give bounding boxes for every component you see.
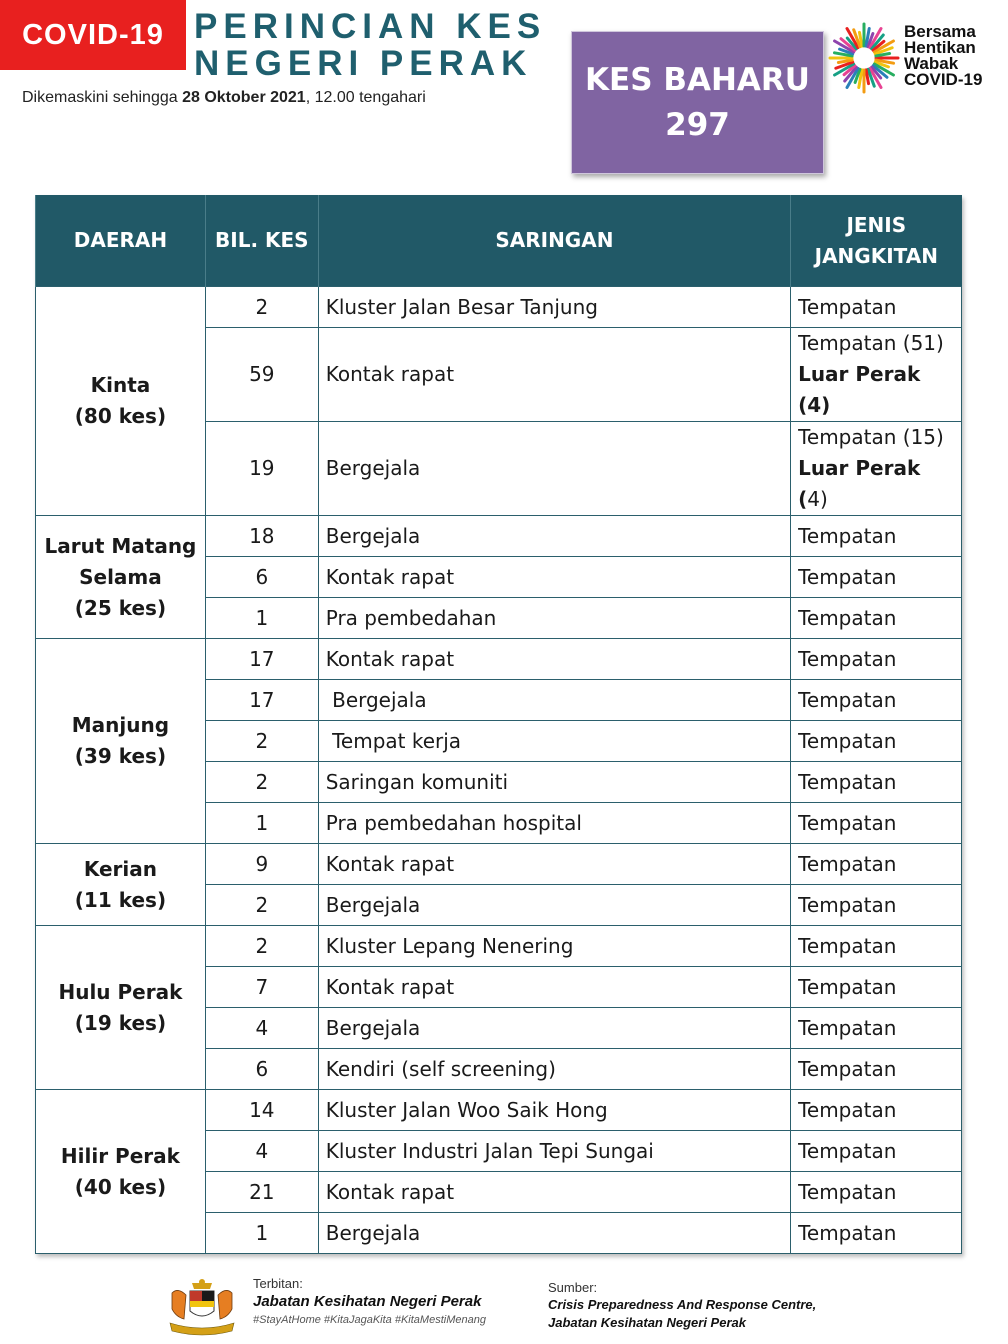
campaign-line-2: Hentikan (904, 38, 976, 57)
infection-type: Tempatan (791, 1131, 962, 1172)
screening-type: Pra pembedahan hospital (318, 803, 790, 844)
screening-type: Kontak rapat (318, 844, 790, 885)
source-block (548, 1280, 816, 1331)
table-row (36, 639, 962, 680)
infection-type: Tempatan (791, 1049, 962, 1090)
infection-type: Tempatan (791, 516, 962, 557)
infection-outside-count: 4 (807, 393, 822, 417)
district-count: (19 kes) (74, 1010, 167, 1035)
district-cell (36, 516, 206, 639)
source-line-2: Jabatan Kesihatan Negeri Perak (548, 1315, 746, 1330)
updated-suffix: , 12.00 tengahari (305, 89, 426, 106)
district-name: Kerian (83, 856, 158, 881)
updated-timestamp (22, 89, 426, 107)
infection-outside-close: ) (821, 393, 831, 417)
hashtags: #StayAtHome #KitaJagaKita #KitaMestiMenang (253, 1314, 486, 1326)
district-count: (40 kes) (74, 1174, 167, 1199)
new-cases-label: KES BAHARU (585, 61, 810, 98)
district-cell (36, 287, 206, 516)
campaign-logo (826, 18, 998, 102)
infection-type: Tempatan (791, 1008, 962, 1049)
case-count: 59 (205, 328, 318, 422)
district-name: Larut Matang (44, 533, 197, 558)
screening-type: Tempat kerja (318, 721, 790, 762)
district-name: Kinta (90, 373, 151, 397)
district-cell (36, 1090, 206, 1254)
title-line-2: NEGERI PERAK (194, 44, 533, 83)
new-cases-box (571, 31, 824, 174)
campaign-line-1: Bersama (904, 22, 976, 41)
header-jenis-line-2: JANGKITAN (814, 243, 938, 268)
case-count: 7 (205, 967, 318, 1008)
screening-type: Saringan komuniti (318, 762, 790, 803)
case-count: 4 (205, 1008, 318, 1049)
screening-type: Bergejala (318, 1213, 790, 1254)
updated-date: 28 Oktober 2021 (182, 89, 306, 106)
sunburst-icon (826, 18, 902, 98)
source-label: Sumber: (548, 1280, 598, 1295)
infection-type: Tempatan (791, 967, 962, 1008)
screening-type: Kluster Industri Jalan Tepi Sungai (318, 1131, 790, 1172)
case-count: 2 (205, 287, 318, 328)
case-count: 2 (205, 885, 318, 926)
case-count: 6 (205, 557, 318, 598)
district-cell (36, 639, 206, 844)
case-count: 6 (205, 1049, 318, 1090)
case-count: 2 (205, 721, 318, 762)
header-daerah: DAERAH (36, 195, 206, 287)
district-name: Hilir Perak (60, 1143, 180, 1168)
screening-type: Kontak rapat (318, 967, 790, 1008)
publisher-block (253, 1276, 486, 1326)
screening-type: Kontak rapat (318, 639, 790, 680)
screening-type: Kluster Jalan Besar Tanjung (318, 287, 790, 328)
case-count: 19 (205, 422, 318, 516)
campaign-text (904, 24, 982, 88)
screening-type: Kontak rapat (318, 328, 790, 422)
infection-type: Tempatan (791, 680, 962, 721)
case-count: 17 (205, 639, 318, 680)
case-count: 1 (205, 803, 318, 844)
state-crest-icon (162, 1279, 242, 1339)
district-name: Hulu Perak (58, 979, 183, 1004)
publisher-name: Jabatan Kesihatan Negeri Perak (253, 1293, 482, 1310)
covid-badge: COVID-19 (0, 0, 186, 70)
infection-outside-label: Luar Perak ( (798, 362, 921, 417)
header-bil-kes: BIL. KES (205, 195, 318, 287)
table-row (36, 926, 962, 967)
case-count: 21 (205, 1172, 318, 1213)
header-jenis-line-1: JENIS (846, 212, 907, 237)
infection-type: Tempatan (791, 557, 962, 598)
case-count: 14 (205, 1090, 318, 1131)
infection-type: Tempatan (791, 721, 962, 762)
screening-type: Bergejala (318, 885, 790, 926)
table-row (36, 287, 962, 328)
case-count: 1 (205, 598, 318, 639)
updated-prefix: Dikemaskini sehingga (22, 89, 183, 106)
district-cell (36, 926, 206, 1090)
screening-type: Kendiri (self screening) (318, 1049, 790, 1090)
screening-type: Pra pembedahan (318, 598, 790, 639)
source-line-1: Crisis Preparedness And Response Centre, (548, 1297, 817, 1312)
infection-type: Tempatan (791, 926, 962, 967)
screening-type: Kontak rapat (318, 1172, 790, 1213)
new-cases-value: 297 (665, 106, 730, 143)
screening-type: Bergejala (318, 680, 790, 721)
district-count: (11 kes) (74, 887, 167, 912)
case-count: 17 (205, 680, 318, 721)
infection-outside-close: ) (819, 487, 828, 511)
title-line-1: PERINCIAN KES (194, 7, 547, 46)
case-count: 18 (205, 516, 318, 557)
screening-type: Kluster Lepang Nenering (318, 926, 790, 967)
district-name: Manjung (71, 713, 170, 737)
district-cell (36, 844, 206, 926)
infection-type: Tempatan (791, 844, 962, 885)
case-count: 1 (205, 1213, 318, 1254)
infection-type: Tempatan (791, 1213, 962, 1254)
infection-type: Tempatan (791, 287, 962, 328)
case-count: 2 (205, 762, 318, 803)
publisher-label: Terbitan: (253, 1276, 303, 1291)
screening-type: Kontak rapat (318, 557, 790, 598)
screening-type: Bergejala (318, 422, 790, 516)
infection-outside-label: Luar Perak ( (798, 456, 921, 511)
page-title (194, 8, 546, 82)
header-jenis-jangkitan (791, 195, 962, 287)
infection-type: Tempatan (791, 598, 962, 639)
table-row (36, 516, 962, 557)
infection-local: Tempatan (51) (798, 331, 944, 355)
header-saringan: SARINGAN (318, 195, 790, 287)
case-count: 4 (205, 1131, 318, 1172)
district-count: (25 kes) (74, 595, 167, 620)
infection-type: Tempatan (791, 639, 962, 680)
screening-type: Kluster Jalan Woo Saik Hong (318, 1090, 790, 1131)
table-row (36, 844, 962, 885)
district-count: (80 kes) (74, 404, 167, 428)
table-row (36, 1090, 962, 1131)
infection-type: Tempatan (791, 803, 962, 844)
infection-local: Tempatan (15) (798, 425, 944, 449)
campaign-line-4: COVID-19 (904, 70, 983, 89)
district-name-2: Selama (79, 564, 162, 589)
screening-type: Bergejala (318, 516, 790, 557)
infection-type: Tempatan (791, 762, 962, 803)
infection-outside-count: 4 (807, 487, 820, 511)
case-table (35, 195, 962, 1254)
campaign-line-3: Wabak (904, 54, 959, 73)
infection-type (791, 422, 962, 516)
case-count: 9 (205, 844, 318, 885)
infection-type: Tempatan (791, 885, 962, 926)
infection-type: Tempatan (791, 1090, 962, 1131)
infection-type (791, 328, 962, 422)
infection-type: Tempatan (791, 1172, 962, 1213)
district-count: (39 kes) (74, 744, 167, 768)
screening-type: Bergejala (318, 1008, 790, 1049)
case-count: 2 (205, 926, 318, 967)
table-header-row (36, 195, 962, 287)
